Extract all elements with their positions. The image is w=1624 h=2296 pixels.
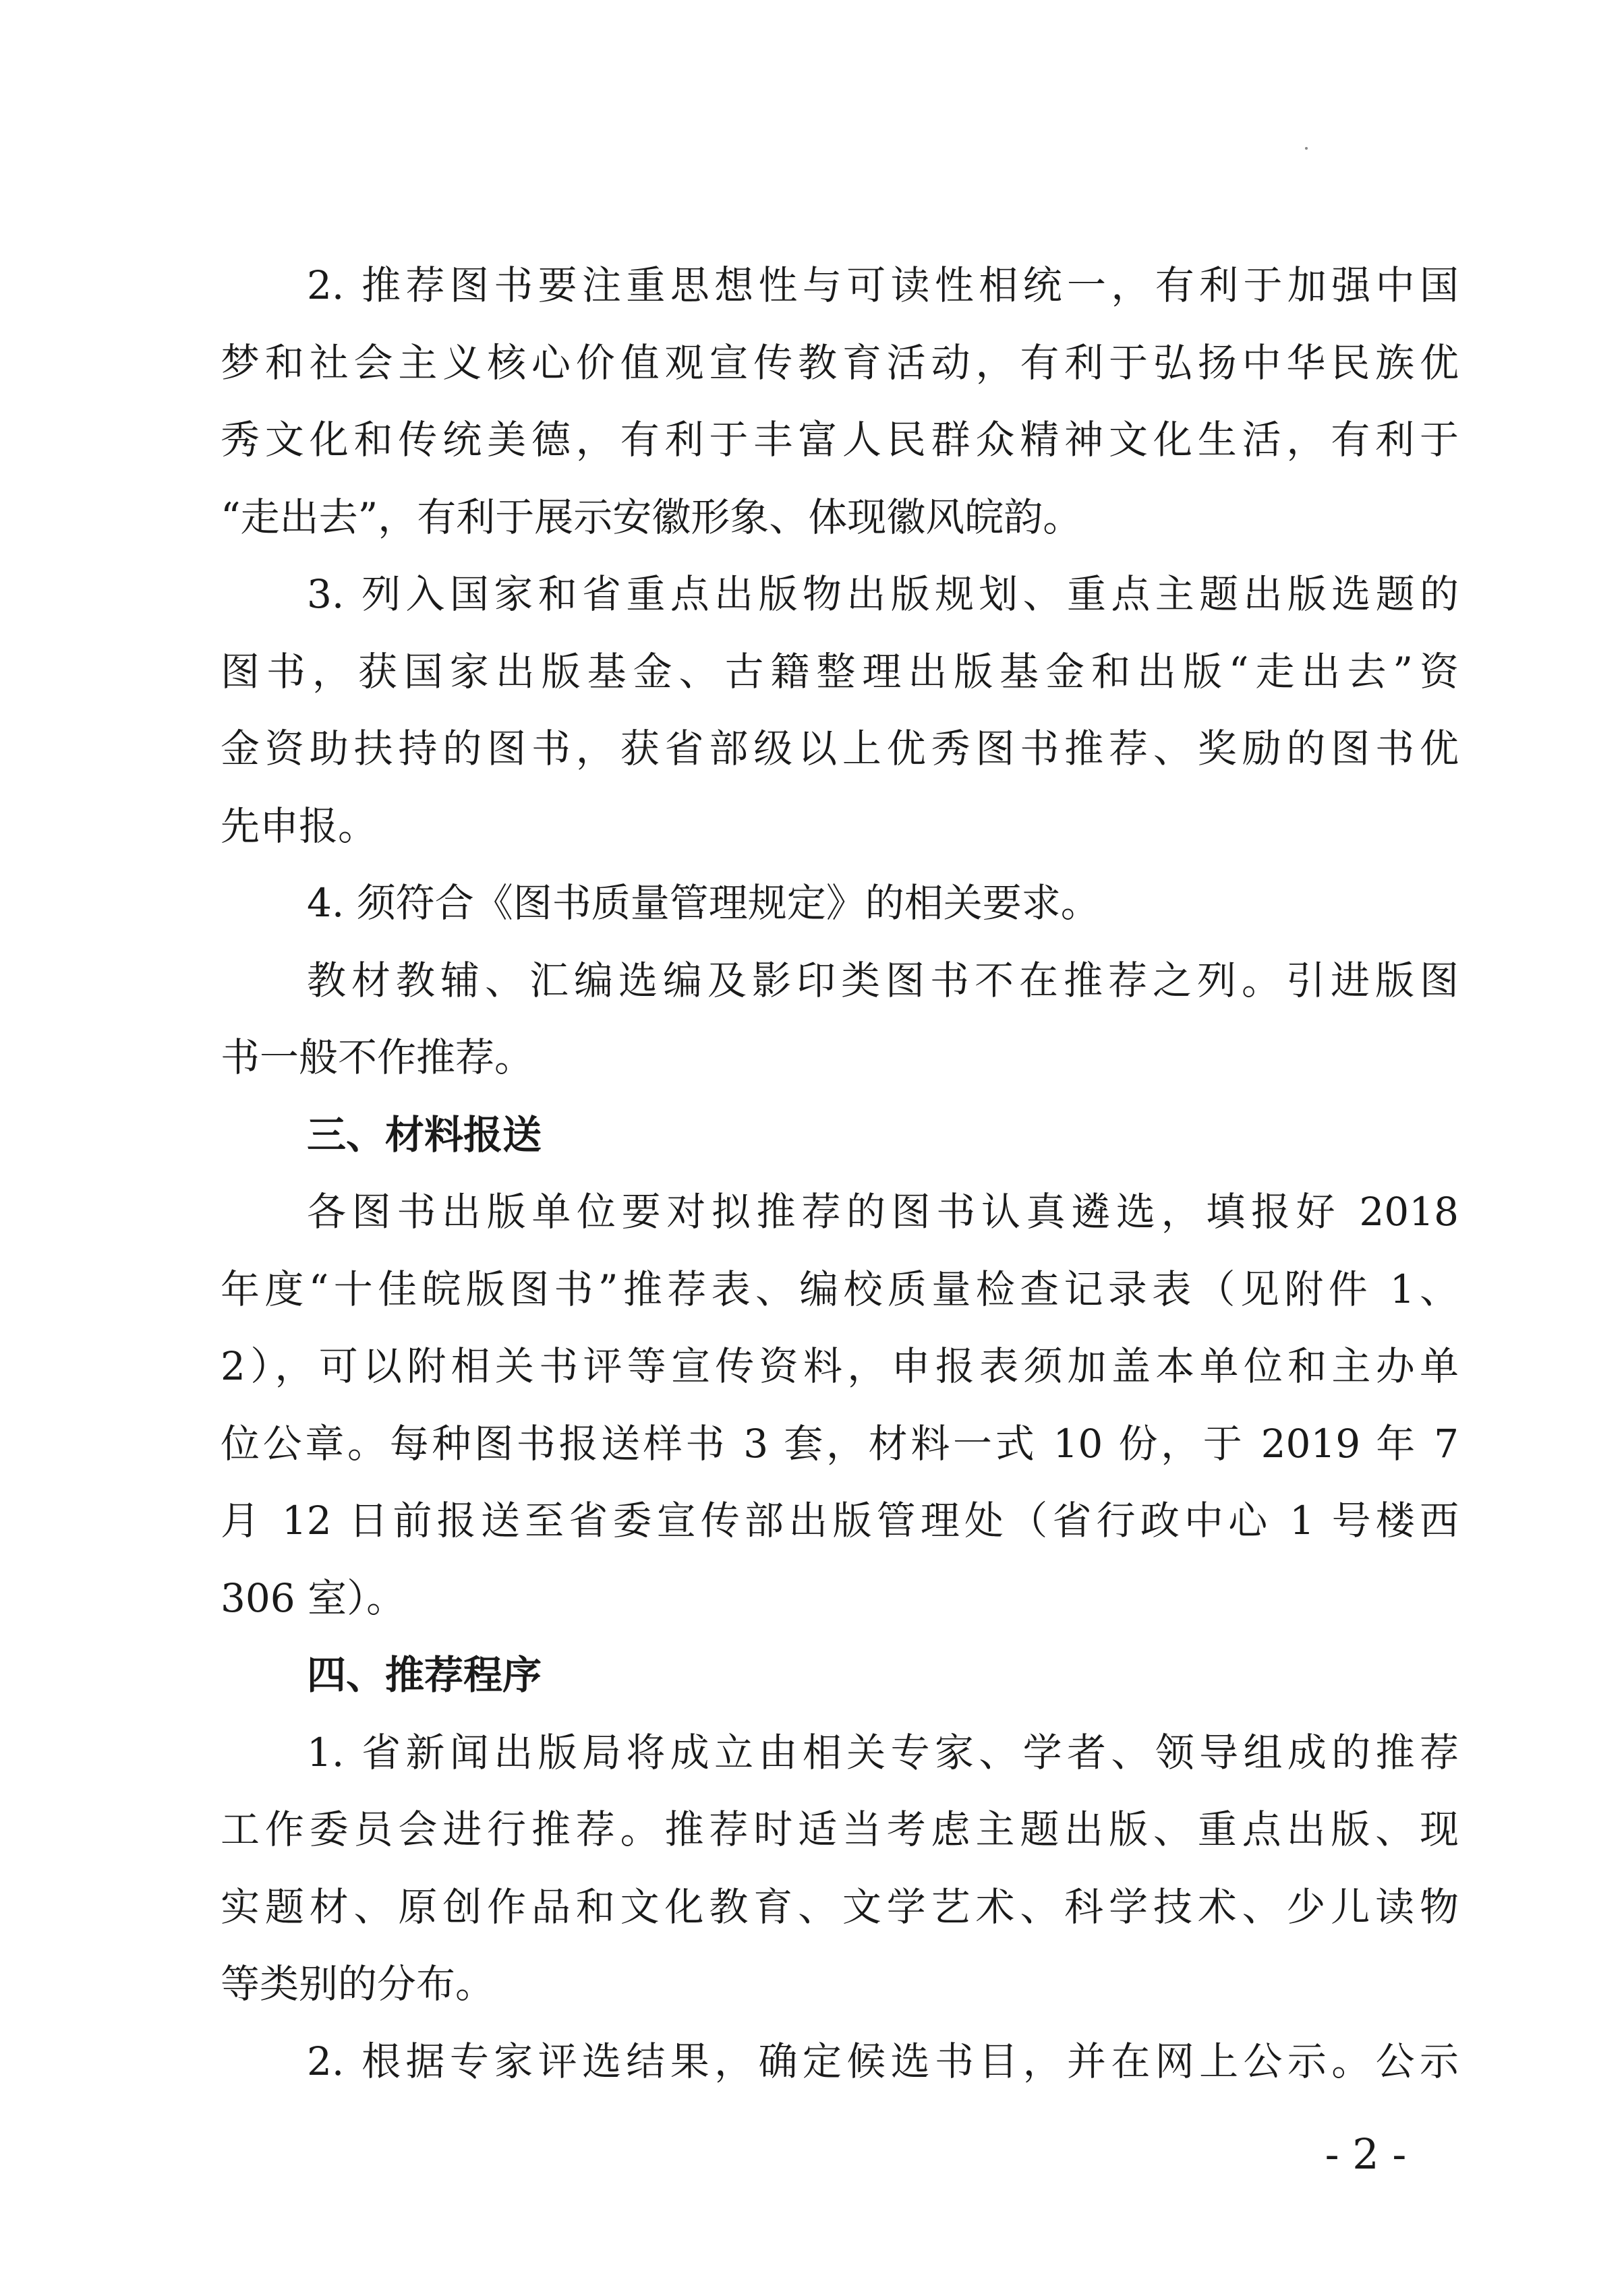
paragraph-line: 等类别的分布。 [221,1961,495,2007]
paragraph-line: 金资助扶持的图书，获省部级以上优秀图书推荐、奖励的图书优 [221,726,1459,772]
paragraph-line: 3. 列入国家和省重点出版物出版规划、重点主题出版选题的 [307,571,1459,618]
scan-speck [1305,147,1308,150]
paragraph-line: 工作委员会进行推荐。推荐时适当考虑主题出版、重点出版、现 [221,1806,1459,1853]
section-heading: 四、推荐程序 [307,1652,542,1699]
paragraph-line: 实题材、原创作品和文化教育、文学艺术、科学技术、少儿读物 [221,1883,1459,1930]
paragraph-line: 年度“十佳皖版图书”推荐表、编校质量检查记录表（见附件 1、 [221,1266,1459,1312]
paragraph-line: 306 室）。 [221,1574,406,1621]
paragraph-line: 位公章。每种图书报送样书 3 套，材料一式 10 份，于 2019 年 7 [221,1420,1459,1467]
paragraph-line: 各图书出版单位要对拟推荐的图书认真遴选，填报好 2018 [307,1189,1459,1235]
paragraph-line: 2. 根据专家评选结果，确定候选书目，并在网上公示。公示 [307,2038,1459,2084]
paragraph-line: 月 12 日前报送至省委宣传部出版管理处（省行政中心 1 号楼西 [221,1498,1459,1544]
paragraph-line: 1. 省新闻出版局将成立由相关专家、学者、领导组成的推荐 [307,1729,1459,1775]
paragraph-line: 书一般不作推荐。 [221,1034,534,1081]
page-number: - 2 - [1325,2129,1407,2179]
paragraph-line: 2. 推荐图书要注重思想性与可读性相统一，有利于加强中国 [307,262,1459,308]
paragraph-line: 图书，获国家出版基金、古籍整理出版基金和出版“走出去”资 [221,648,1459,695]
paragraph-line: “走出去”，有利于展示安徽形象、体现徽风皖韵。 [221,494,1082,540]
paragraph-line: 4. 须符合《图书质量管理规定》的相关要求。 [307,880,1100,926]
paragraph-line: 2），可以附相关书评等宣传资料，申报表须加盖本单位和主办单 [221,1343,1459,1390]
paragraph-line: 秀文化和传统美德，有利于丰富人民群众精神文化生活，有利于 [221,417,1459,463]
paragraph-line: 梦和社会主义核心价值观宣传教育活动，有利于弘扬中华民族优 [221,339,1459,386]
section-heading: 三、材料报送 [307,1111,542,1158]
paragraph-line: 教材教辅、汇编选编及影印类图书不在推荐之列。引进版图 [307,957,1459,1003]
paragraph-line: 先申报。 [221,802,378,849]
